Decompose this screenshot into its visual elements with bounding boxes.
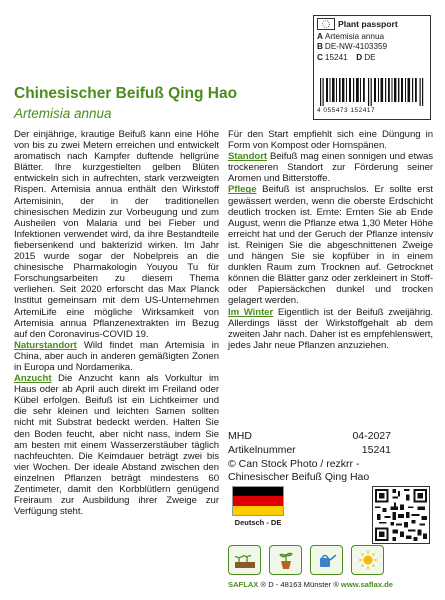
article-value: 15241 bbox=[361, 443, 391, 456]
location-paragraph bbox=[228, 151, 433, 184]
sun-location-icon bbox=[351, 545, 384, 575]
description-right-column bbox=[228, 129, 433, 351]
origin-paragraph bbox=[14, 340, 219, 373]
brand-name: SAFLAX bbox=[228, 580, 259, 589]
care-heading: Pflege bbox=[228, 184, 257, 196]
location-text: Beifuß mag einen sonnigen und etwas trockeneren Standort zur Förderung seiner Aromen und Bitterstoffe. bbox=[228, 151, 433, 185]
mhd-label: MHD bbox=[228, 430, 252, 442]
product-meta bbox=[228, 430, 433, 485]
german-flag-icon bbox=[232, 486, 284, 516]
winter-heading: Im Winter bbox=[228, 306, 274, 318]
sowing-text: Die Anzucht kann als Vorkultur im Haus oder ab April auch direkt im Freiland oder Kübel erfolgen. Beifuß ist ein Lichtkeimer und die sehr kleinen und leichten Samen sollten nicht mit Substrat bedeckt werden. Halten Sie den Boden feucht, aber nicht nass, indem Sie am besten mit einem Wasserzerstäuber täglich nachfeuchten. Die Keimdauer beträgt zwei bis vier Wochen. Der ideale Abstand zwischen den einzelnen Pflanzen beträgt mindestens 60 Zentimeter, damit den Korbblütlern genügend Freiraum zur Ausbildung ihrer Zweige zur Verfügung steht. bbox=[14, 373, 219, 518]
copyright-line: © Can Stock Photo / rezkrr - bbox=[228, 457, 360, 470]
care-text: Beifuß ist anspruchslos. Er sollte erst gewässert werden, wenn die oberste Erdschicht deutlich trocken ist. Ernte: Ernten Sie ab Ende August, wenn die Pflanze etwa 1,30 Meter Höhe erreicht hat und der Geruch der Pflanze intensiv ist. Reinigen Sie die abgeschnittenen Zweige und hängen Sie sie kopfüber in in einem dunklen Raum zum Trocknen auf. Getrocknet können die Blätter ganz oder zerkleinert in Stoff- oder Papiersäckchen dunkel und trocken gelagert werden. bbox=[228, 184, 433, 307]
passport-c-value: 15241 bbox=[324, 52, 348, 62]
seedling-pot-icon bbox=[269, 545, 302, 575]
product-latin-name: Artemisia annua bbox=[14, 106, 112, 121]
sowing-tray-icon bbox=[228, 545, 261, 575]
sowing-heading: Anzucht bbox=[14, 373, 52, 385]
origin-heading: Naturstandort bbox=[14, 339, 77, 351]
language-badge bbox=[228, 486, 288, 527]
description-left-column bbox=[14, 129, 219, 517]
mhd-value: 04-2027 bbox=[352, 430, 391, 442]
start-paragraph: Für den Start empfiehlt sich eine Düngung in Form von Kompost oder Hornspänen. bbox=[228, 129, 433, 152]
passport-a-value: Artemisia annua bbox=[324, 32, 385, 41]
winter-text: Eigentlich ist der Beifuß zweijährig. Allerdings lässt der Wirkstoffgehalt ab dem zweiten Jahr nach. Daher ist es empfehlenswert, jedes Jahr neue Pflanzen anzuziehen. bbox=[228, 306, 433, 351]
article-label: Artikelnummer bbox=[228, 443, 296, 456]
watering-can-icon bbox=[310, 545, 343, 575]
barcode-number: 4 055473 152417 bbox=[317, 107, 376, 114]
passport-c-label: C bbox=[317, 52, 323, 62]
winter-paragraph bbox=[228, 307, 433, 351]
sowing-paragraph bbox=[14, 373, 219, 517]
footer bbox=[228, 580, 393, 589]
plant-passport bbox=[313, 15, 431, 120]
product-line: Chinesischer Beifuß Qing Hao bbox=[228, 471, 370, 484]
care-paragraph bbox=[228, 184, 433, 306]
instruction-icons bbox=[228, 545, 384, 575]
language-label: Deutsch - DE bbox=[234, 518, 282, 527]
intro-paragraph: Der einjährige, krautige Beifuß kann eine Höhe von bis zu zwei Metern erreichen und entwickelt aromatisch nach Kampfer duftende hellgrüne Blätter. Ihre kurzgestielten gelben Blüten entwickeln sich in aufrechten, stark verzweigten Rispen. Artemisia annua enthält den Wirkstoff Artemisinin, der in der traditionellen chinesischen Medizin zur Vorbeugung und zum Ausheilen von Malaria und bei Fieber und Infektionen verwendet wird, da ihre Bestandteile fiebersenkend und bakterizid wirken. Im Jahr 2015 wurde sogar der Nobelpreis an die chinesische Pharmakologin Youyou Tu für Forschungsarbeiten zu diesem Thema verliehen. Seit 2020 erforscht das Max Planck Institut gemeinsam mit dem US-Unternehmen ArtemiLife eine mögliche Wirksamkeit von Artemisia annua Pflanzenextrakten im Bezug auf den Coronavirus-COVID 19. bbox=[14, 129, 219, 340]
passport-b-value: DE-NW-4103359 bbox=[324, 42, 388, 52]
brand-url[interactable]: www.saflax.de bbox=[340, 580, 393, 589]
brand-address: ® D - 48163 Münster ® bbox=[258, 580, 341, 589]
passport-title: Plant passport bbox=[338, 18, 398, 29]
origin-text: Wild findet man Artemisia in China, aber auch in anderen gemäßigten Zonen in Europa und Nordamerika. bbox=[14, 339, 219, 373]
passport-d-label: D bbox=[356, 52, 363, 62]
location-heading: Standort bbox=[228, 151, 268, 163]
passport-a-label: A bbox=[317, 32, 323, 41]
passport-d-value: DE bbox=[364, 52, 376, 62]
barcode bbox=[318, 78, 426, 106]
passport-b-label: B bbox=[317, 42, 323, 52]
eu-organic-flag-icon bbox=[317, 18, 335, 30]
product-title: Chinesischer Beifuß Qing Hao bbox=[14, 85, 238, 102]
qr-code[interactable] bbox=[372, 486, 430, 544]
